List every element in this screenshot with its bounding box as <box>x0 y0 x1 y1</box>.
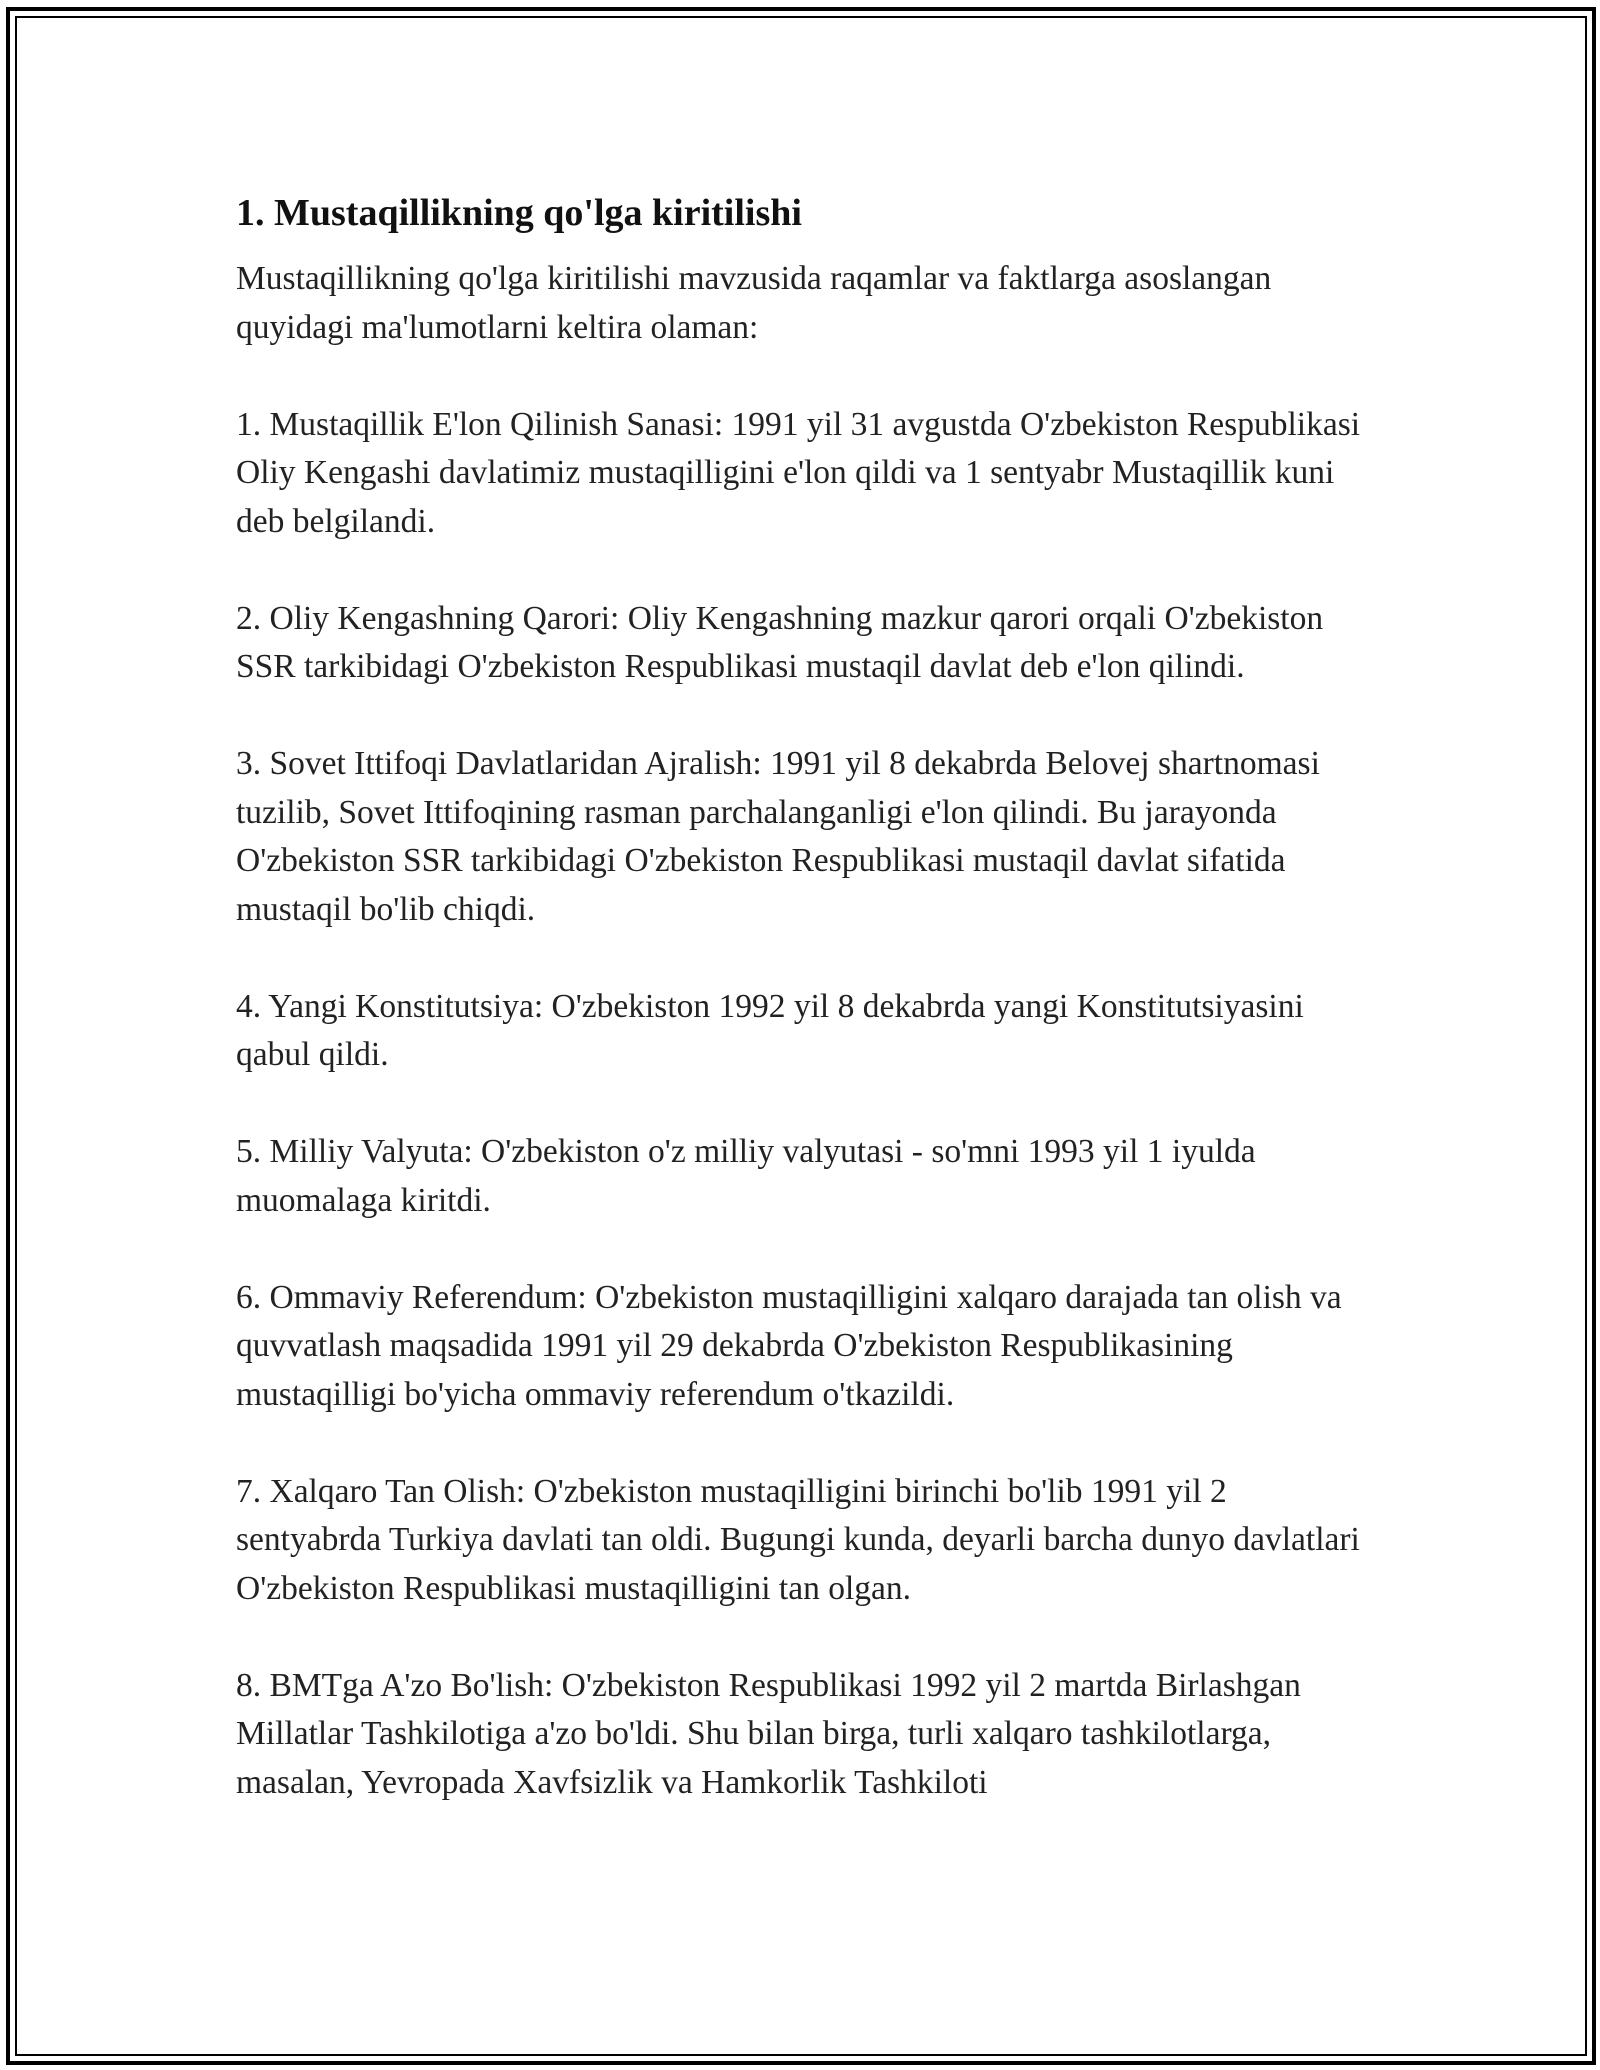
list-item: 8. BMTga A'zo Bo'lish: O'zbekiston Respublikasi 1992 yil 2 martda Birlashgan Millatlar Tashkilotiga a'zo bo'ldi. Shu bilan birga, turli xalqaro tashkilotlarga, masalan, Yevropada Xavfsizlik va Hamkorlik Tashkiloti <box>236 1666 1301 1801</box>
list-item: 1. Mustaqillik E'lon Qilinish Sanasi: 1991 yil 31 avgustda O'zbekiston Respublikasi Oliy Kengashi davlatimiz mustaqilligini e'lon qildi va 1 sentyabr Mustaqillik kuni deb belgilandi. <box>236 405 1361 540</box>
document-body <box>236 185 1371 1807</box>
list-item: 3. Sovet Ittifoqi Davlatlaridan Ajralish: 1991 yil 8 dekabrda Belovej shartnomasi tuzilib, Sovet Ittifoqining rasman parchalanganligi e'lon qilindi. Bu jarayonda O'zbekiston SSR tarkibidagi O'zbekiston Respublikasi mustaqil davlat sifatida mustaqil bo'lib chiqdi. <box>236 745 1320 928</box>
list-item: 4. Yangi Konstitutsiya: O'zbekiston 1992 yil 8 dekabrda yangi Konstitutsiyasini qabul qildi. <box>236 987 1304 1073</box>
list-item: 6. Ommaviy Referendum: O'zbekiston mustaqilligini xalqaro darajada tan olish va quvvatlash maqsadida 1991 yil 29 dekabrda O'zbekiston Respublikasining mustaqilligi bo'yicha ommaviy referendum o'tkazildi. <box>236 1278 1342 1413</box>
section-heading: 1. Mustaqillikning qo'lga kiritilishi <box>236 192 802 234</box>
list-item: 5. Milliy Valyuta: O'zbekiston o'z milliy valyutasi - so'mni 1993 yil 1 iyulda muomalaga kiritdi. <box>236 1133 1256 1219</box>
intro-paragraph: Mustaqillikning qo'lga kiritilishi mavzusida raqamlar va faktlarga asoslangan quyidagi ma'lumotlarni keltira olaman: <box>236 260 1272 346</box>
list-item: 2. Oliy Kengashning Qarori: Oliy Kengashning mazkur qarori orqali O'zbekiston SSR tarkibidagi O'zbekiston Respublikasi mustaqil davlat deb e'lon qilindi. <box>236 599 1324 685</box>
list-item: 7. Xalqaro Tan Olish: O'zbekiston mustaqilligini birinchi bo'lib 1991 yil 2 sentyabrda Turkiya davlati tan oldi. Bugungi kunda, deyarli barcha dunyo davlatlari O'zbekiston Respublikasi mustaqilligini tan olgan. <box>236 1472 1360 1607</box>
